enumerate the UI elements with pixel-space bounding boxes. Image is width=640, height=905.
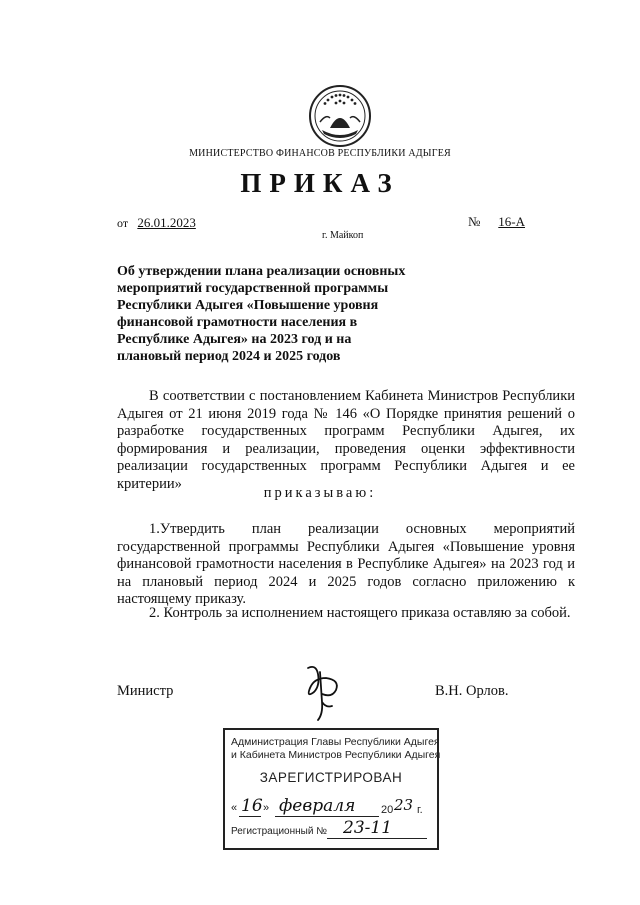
stamp-year-unit: г. [417, 804, 423, 816]
stamp-quote-open: « [231, 802, 238, 814]
stamp-reg-number: 23-11 [343, 818, 393, 838]
number-label: № [468, 214, 481, 229]
ministry-name: МИНИСТЕРСТВО ФИНАНСОВ РЕСПУБЛИКИ АДЫГЕЯ [189, 148, 451, 159]
stamp-quote-close: » [263, 802, 270, 814]
signer-name: В.Н. Орлов. [435, 683, 509, 699]
city: г. Майкоп [322, 230, 364, 241]
number-value: 16-А [498, 214, 526, 229]
stamp-status: ЗАРЕГИСТРИРОВАН [259, 770, 403, 785]
stamp-reg-label: Регистрационный № [231, 826, 327, 837]
order-heading: Об утверждении плана реализации основных мероприятий государственной программы Республики Адыгея «Повышение уровня финансовой грамотности населения в Республике Адыгея» на 2023 год и на плановый период 2024 и 2025 годов [117, 264, 406, 364]
document-title: ПРИКАЗ [240, 168, 400, 198]
handwritten-signature [296, 662, 346, 724]
stamp-line-2: и Кабинета Министров Республики Адыгея [231, 749, 441, 761]
stamp-date-row [231, 796, 431, 820]
registration-stamp [223, 728, 439, 850]
preamble-paragraph: В соответствии с постановлением Кабинета Министров Республики Адыгея от 21 июня 2019 года № 146 «О Порядке принятия решений о разработке государственных программ Республики Адыгея, их формирования и реализации, проведения оценки эффективности реализации государственных программ Республики Адыгея и ее критерии» [117, 388, 575, 492]
stamp-year-prefix: 20 [381, 804, 394, 816]
stamp-line-1: Администрация Главы Республики Адыгея [231, 736, 440, 748]
date-label: от [117, 216, 129, 230]
stamp-month: февраля [279, 796, 356, 816]
order-number [468, 214, 540, 230]
stamp-day: 16 [241, 796, 263, 816]
item-2-paragraph: 2. Контроль за исполнением настоящего приказа оставляю за собой. [149, 605, 571, 621]
signer-position: Министр [117, 683, 174, 699]
date-value: 26.01.2023 [137, 215, 196, 230]
stamp-year-suffix: 23 [394, 796, 414, 814]
order-word: приказываю: [263, 485, 377, 501]
order-date [117, 215, 196, 231]
stamp-reg-row [231, 818, 431, 842]
coat-of-arms-icon [308, 84, 372, 148]
item-1-paragraph: 1.Утвердить план реализации основных мероприятий государственной программы Республики Адыгея «Повышение уровня финансовой грамотности населения в Республике Адыгея» на 2023 год и на плановый период 2024 и 2025 годов согласно приложению к настоящему приказу. [117, 521, 575, 607]
